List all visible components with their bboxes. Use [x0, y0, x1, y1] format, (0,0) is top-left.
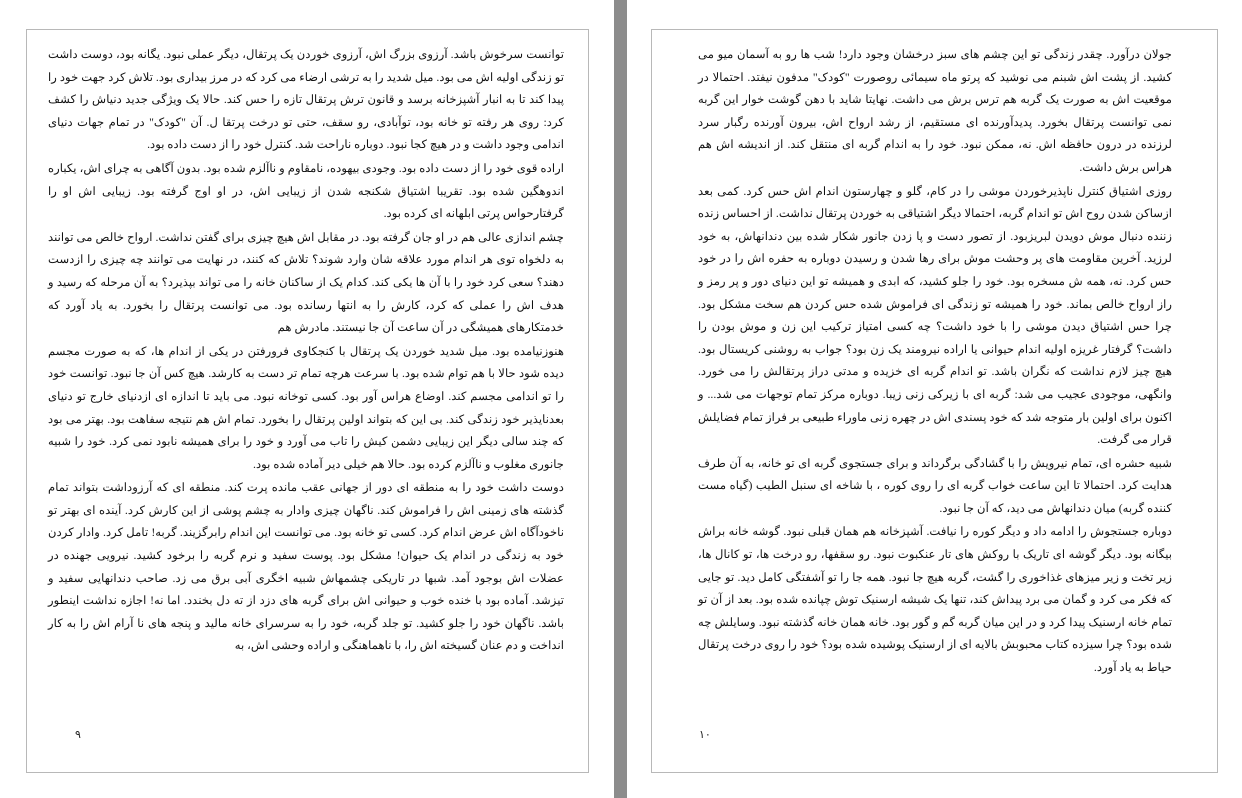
page-number: ۱۰: [699, 728, 711, 741]
paragraph: هنوزنیامده بود. میل شدید خوردن یک پرتقال با کنجکاوی فرورفتن در یکی از اندام ها، که به صورت مجسم دیده شود حالا با هم توام شده بود. با سرعت هرچه تمام تر دست به کارشد. هیچ کس آن جا نبود. توانست خود را تو اندامی مجسم کند. اوضاع هراس آور بود. کسی توخانه نبود. می باید تا اندازه ای ازدنیای خارج تو دنیای بعدنایذیر خود زندگی کند. بی این که بتواند اولین پرتقال را بخورد. تمام اش هم نتیجه سفاهت بود. بهتر می بود که چند سالی دیگر این زیبایی دشمن کیش را تاب می آورد و خود را برای همیشه نابود نمی کرد. خود را شبیه جانوری مغلوب و ناآلزم کرده بود. حالا هم خیلی دیر آماده شده بود.: [48, 344, 564, 471]
paragraph: اراده قوی خود را از دست داده بود. وجودی بیهوده، نامقاوم و ناآلزم شده بود. بدون آگاهی به چرای اش، یکباره اندوهگین شده بود. تقریبا اشتیاق شکنجه شدن از زیبایی اش، در او اوج گرفته بود. زیبایی اش او را گرفتارحواس پرتی ابلهانه ای کرده بود.: [48, 161, 564, 221]
paragraph: توانست سرخوش باشد. آرزوی بزرگ اش، آرزوی خوردن یک پرتقال، دیگر عملی نبود. یگانه بود، دوست داشت تو زندگی اولیه اش می بود. میل شدید را به ترشی ارضاء می کرد که در مرز بیداری بود. تلاش کرد جهت خود را پیدا کند تا به انبار آشپزخانه برسد و قانون ترش پرتقال تازه را حس کند. حالا یک ویژگی جدید دنیاش را کشف کرد: روی هر رفته تو خانه بود، توآبادی، رو سقف، حتی تو درخت پرتقا ل. آن "کودک" در تمام جهات دنیای اندامی وجود داشت و در هیچ کجا نبود. دوباره ناراحت شد. کنترل خود را از دست داده بود.: [48, 48, 564, 152]
paragraph: دوست داشت خود را به منطقه ای دور از جهانی عقب مانده پرت کند. منطقه ای که آرزوداشت بتواند تمام گذشته های زمینی اش را فراموش کند. ناگهان چیزی وادار به چشم پوشی از این کارش کرد. آینده ای بهتر تو ناخودآگاه اش عرض اندام کرد. کسی تو خانه بود. می توانست این اندام رابرگزیند. گربه! تامل کرد. وادار کردن خود به زندگی در اندام یک حیوان! مشکل بود. پوست سفید و نرم گربه را برخود کشید. نیرویی جهنده در عضلات اش بوجود آمد. شبها در تاریکی چشمهاش شبیه اخگری آبی برق می زد. صاحب دندانهایی سفید و تیزشد. آماده بود با خنده خوب و حیوانی اش برای گربه های دزد از ته دل بخندد. اما نه! اجازه نداشت اینطور باشد. ناگهان خود را جلو کشید. تو جلد گربه، خود را به سرسرای خانه مالید و پنجه های نا آرام اش را به کار انداخت و دم عنان گسیخته اش را، با ناهماهنگی و اراده وحشی اش، به: [48, 481, 564, 653]
left-page: [0, 0, 614, 798]
right-page: [627, 0, 1242, 798]
page-number: ۹: [75, 728, 81, 741]
paragraph: روزی اشتیاق کنترل ناپذیرخوردن موشی را در کام، گلو و چهارستون اندام اش حس کرد. کمی بعد ازساکن شدن روح اش تو اندام گربه، احتمالا دیگر اشتیاقی به خوردن پرتقال نداشت. از احساس زنده زننده دنبال موش دویدن لبریزبود. از تصور دست و پا زدن جانور شکار شده بین دندانهاش، به خود لرزید. آخرین مقاومت های پر وحشت موش برای رها شدن و رسیدن دوباره به حفره اش را در خود حس کرد. نه، همه ش مسخره بود. خود را جلو کشید، که ابدی و همیشه تو این دنیای دور و پر رمز و راز ارواح خالص بماند. خود را همیشه تو زندگی ای فراموش شده حس کردن هم سخت مشکل بود. چرا حس اشتیاق دیدن موشی را با خود داشت؟ چه کسی امتیاز ترکیب این زن و موش بودن را داشت؟ گرفتار غریزه اولیه اندام حیوانی یا اراده نیرومند یک زن بود؟ جواب به روشنی کریستال بود. هیچ چیز لازم نداشت که نگران باشد. تو اندام گربه ای خزیده و مدتی دراز پرتقالش را می خورد. وانگهی، موجودی عجیب می شد: گربه ای با زیرکی زنی زیبا. دوباره مرکز تمام توجهات می شد... و اکنون برای اولین بار متوجه شد که خود پسندی اش در چهره زنی ماوراء طبیعی بر فراز تمام فضایلش قرار می گرفت.: [698, 184, 1172, 447]
paragraph: جولان درآورد. چقدر زندگی تو این چشم های سبز درخشان وجود دارد! شب ها رو به آسمان میو می کشید. از پشت اش شبنم می نوشید که پرتو ماه سیمائی روصورت "کودک" مدفون نیفتد. احتمالا در موقعیت اش به صورت یک گربه هم ترس برش می داشت. نهایتا شاید با دهن گوشت خوار این گربه نمی توانست پرتقال بخورد. پدیدآورنده ای مستقیم، از رشد ارواح اش، بیرون آورنده رگبار سرد لرزنده در درون حافظه اش. نه، ممکن نبود. خود را به اندام گربه ای منتقل کند. از اندیشه اش هم هراس برش داشت.: [698, 48, 1172, 174]
right-page-text: [698, 44, 1172, 681]
left-page-text: [48, 44, 564, 659]
paragraph: چشم اندازی عالی هم در او جان گرفته بود. در مقابل اش هیچ چیزی برای گفتن نداشت. ارواح خالص می توانند به دلخواه توی هر اندام مورد علاقه شان وارد شوند؟ تلاش که کنند، در نهایت می توانند چه چیزی را ازدست دهند؟ سعی کرد خود را با آن ها یکی کند. کدام یک از ساکنان خانه را می تواند بپذیرد؟ به آن مرحله که رسید و هدف اش را عملی که کرد، کارش را به انتها رسانده بود. می توانست پرتقال را بخورد. به یاد آورد که خدمتکارهای همیشگی در آن ساعت آن جا نیستند. مادرش هم: [48, 230, 564, 335]
paragraph: دوباره جستجوش را ادامه داد و دیگر کوره را نیافت. آشپزخانه هم همان قبلی نبود. گوشه خانه براش بیگانه بود. دیگر گوشه ای تاریک با روکش های تار عنکبوت نبود. رو سقفها، رو درخت ها، تو کانال ها، زیر تخت و زیر میزهای غذاخوری را گشت، گربه هیچ جا نبود. همه جا را تو آشفتگی کامل دید. تو جایی که فکر می کرد و گمان می برد پیداش کند، تنها یک شیشه ارسنیک توش چپانده شده بود. بعد از آن تو تمام خانه ارسنیک پیدا کرد و در این میان گربه گم و گور بود. خانه همان خانه گذشته نبود. وسایلش چه شده بود؟ چرا سیزده کتاب محبوبش بالایه ای از ارسنیک پوشیده شده بود؟ خود را روی درخت پرتقال حیاط به یاد آورد.: [698, 525, 1172, 675]
paragraph: شبیه حشره ای، تمام نیرویش را با گشادگی برگرداند و برای جستجوی گربه ای تو خانه، به آن طرف هدایت کرد. احتمالا تا این ساعت خواب گربه ای را روی کوره ، با شاخه ای سنبل الطیب (گیاه مست کننده گربه) میان دندانهاش می دید، که آن جا نبود.: [698, 456, 1172, 515]
